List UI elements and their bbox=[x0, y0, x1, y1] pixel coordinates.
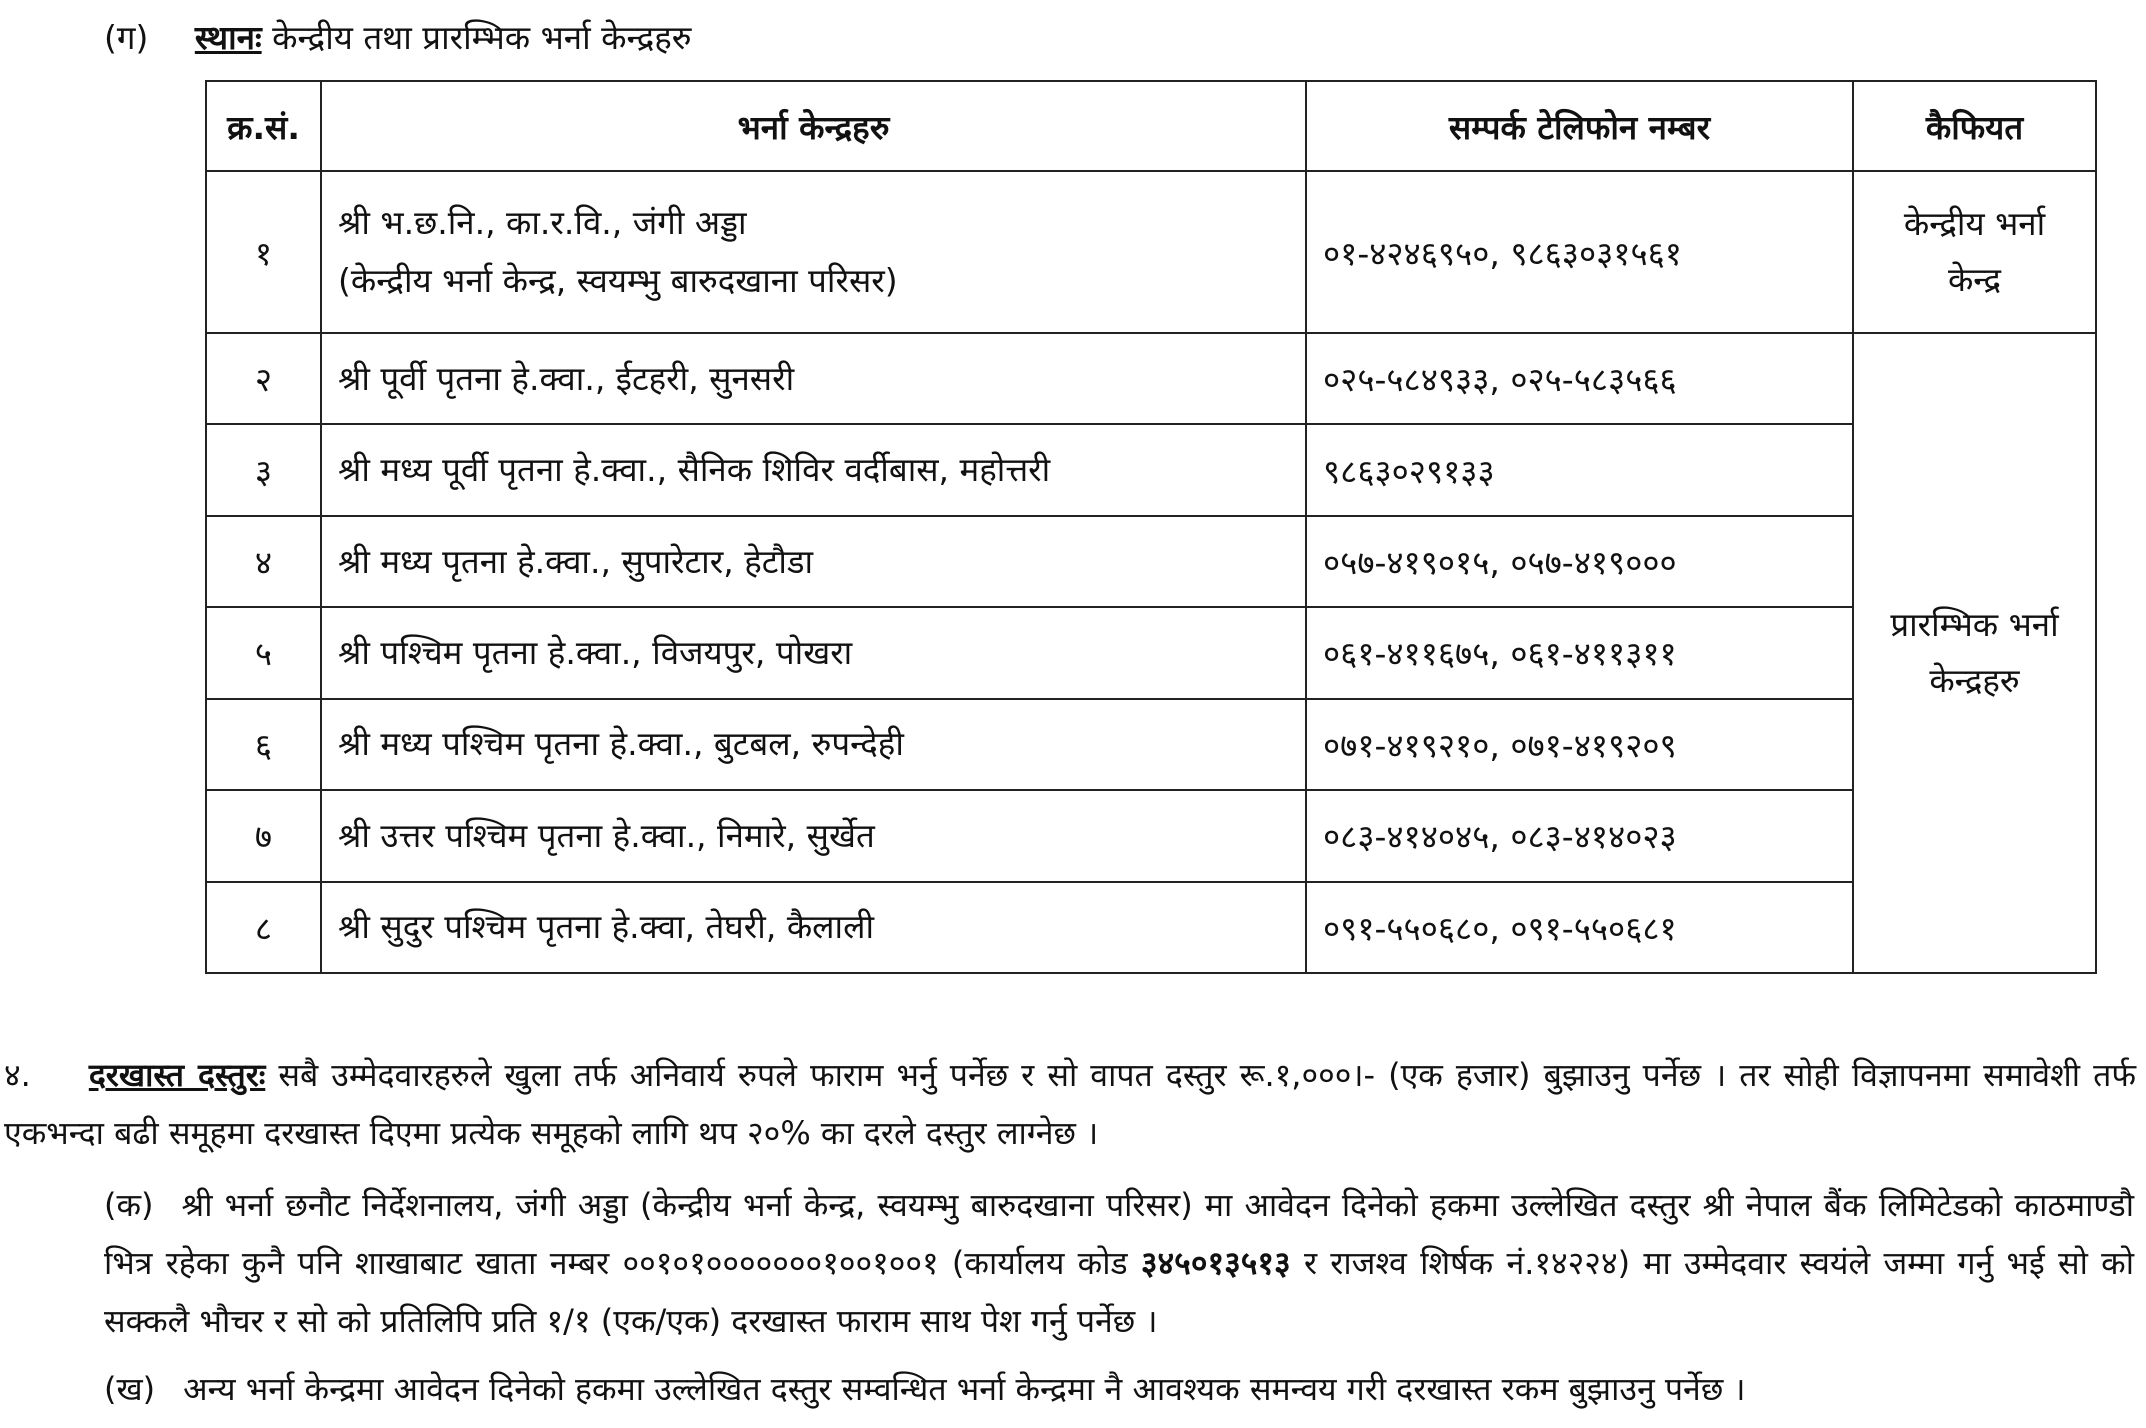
row-center: श्री पूर्वी पृतना हे.क्वा., ईटहरी, सुनसरी bbox=[321, 333, 1306, 424]
header-phone: सम्पर्क टेलिफोन नम्बर bbox=[1306, 81, 1853, 171]
row-center: श्री सुदुर पश्चिम पृतना हे.क्वा, तेघरी, कैलाली bbox=[321, 882, 1306, 973]
section-4-number: ४. bbox=[4, 1056, 31, 1094]
row-serial: ३ bbox=[206, 424, 321, 515]
section-4-text: सबै उम्मेदवारहरुले खुला तर्फ अनिवार्य रुपले फाराम भर्नु पर्नेछ र सो वापत दस्तुर रू.१,०००।- (एक हजार) बुझाउनु पर्नेछ । तर सोही विज्ञापनमा समावेशी तर्फ एकभन्दा बढी समूहमा दरखास्त दिएमा प्रत्येक समूहको लागि थप २०% का दरले दस्तुर लाग्नेछ । bbox=[4, 1056, 2136, 1152]
ka-text-1: श्री भर्ना छनौट निर्देशनालय, जंगी अड्डा (केन्द्रीय भर्ना केन्द्र, स्वयम्भु बारुदखाना परिसर) मा आवेदन दिनेको हकमा उल्लेखित दस्तुर श्री नेपाल बैंक लिमिटेडको काठमाण्डौ भित्र रहेका कुनै पनि शाखाबाट खाता नम्बर ००१०१०००००००१००१००१ (कार्यालय कोड bbox=[104, 1186, 2134, 1282]
remark-initial-line2: केन्द्रहरु bbox=[1929, 661, 2020, 700]
remark-central bbox=[1853, 171, 2096, 333]
table-row bbox=[206, 516, 2096, 607]
row-phone: ०५७-४१९०१५, ०५७-४१९००० bbox=[1306, 516, 1853, 607]
row-serial: ८ bbox=[206, 882, 321, 973]
section-g-heading bbox=[104, 14, 691, 59]
table-row bbox=[206, 790, 2096, 881]
row-center bbox=[321, 171, 1306, 333]
table-header-row bbox=[206, 81, 2096, 171]
remark-central-line2: केन्द्र bbox=[1947, 260, 2002, 299]
kha-mark: (ख) bbox=[104, 1370, 156, 1408]
remark-initial bbox=[1853, 333, 2096, 973]
section-4-paragraph bbox=[4, 1046, 2136, 1162]
ka-text-2: र राजश्व शिर्षक नं.१४२२४) मा उम्मेदवार स्वयंले जम्मा गर्नु भई सो को सक्कलै भौचर र सो को प्रतिलिपि प्रति १/१ (एक/एक) दरखास्त फाराम साथ पेश गर्नु पर्नेछ । bbox=[104, 1244, 2134, 1340]
row-center-name: श्री भ.छ.नि., का.र.वि., जंगी अड्डा bbox=[338, 203, 747, 242]
row-phone: ०२५-५८४९३३, ०२५-५८३५६६ bbox=[1306, 333, 1853, 424]
section-4-kha-paragraph bbox=[104, 1360, 2134, 1418]
header-center: भर्ना केन्द्रहरु bbox=[321, 81, 1306, 171]
table-row bbox=[206, 424, 2096, 515]
row-serial: २ bbox=[206, 333, 321, 424]
kha-text: अन्य भर्ना केन्द्रमा आवेदन दिनेको हकमा उल्लेखित दस्तुर सम्वन्धित भर्ना केन्द्रमा नै आवश्यक समन्वय गरी दरखास्त रकम बुझाउनु पर्नेछ । bbox=[183, 1370, 1746, 1408]
table-row bbox=[206, 699, 2096, 790]
table-row bbox=[206, 333, 2096, 424]
row-phone: ९८६३०२९१३३ bbox=[1306, 424, 1853, 515]
section-4-label: दरखास्त दस्तुरः bbox=[88, 1056, 266, 1094]
row-center: श्री मध्य पूर्वी पृतना हे.क्वा., सैनिक शिविर वर्दीबास, महोत्तरी bbox=[321, 424, 1306, 515]
row-phone: ०१-४२४६९५०, ९८६३०३१५६१ bbox=[1306, 171, 1853, 333]
table-row bbox=[206, 171, 2096, 333]
section-g-text: केन्द्रीय तथा प्रारम्भिक भर्ना केन्द्रहरु bbox=[272, 18, 692, 57]
row-center: श्री मध्य पृतना हे.क्वा., सुपारेटार, हेटौडा bbox=[321, 516, 1306, 607]
ka-office-code: ३४५०१३५१३ bbox=[1140, 1244, 1291, 1282]
row-phone: ०६१-४११६७५, ०६१-४११३११ bbox=[1306, 607, 1853, 698]
ka-mark: (क) bbox=[104, 1186, 154, 1224]
row-center-note: (केन्द्रीय भर्ना केन्द्र, स्वयम्भु बारुदखाना परिसर) bbox=[338, 261, 898, 300]
header-serial: क्र.सं. bbox=[206, 81, 321, 171]
row-phone: ०९१-५५०६८०, ०९१-५५०६८१ bbox=[1306, 882, 1853, 973]
row-serial: १ bbox=[206, 171, 321, 333]
section-g-label: स्थानः bbox=[194, 18, 262, 57]
remark-initial-line1: प्रारम्भिक भर्ना bbox=[1890, 605, 2059, 644]
row-center: श्री उत्तर पश्चिम पृतना हे.क्वा., निमारे, सुर्खेत bbox=[321, 790, 1306, 881]
header-remark: कैफियत bbox=[1853, 81, 2096, 171]
section-4-ka-paragraph bbox=[104, 1176, 2134, 1350]
row-phone: ०७१-४१९२१०, ०७१-४१९२०९ bbox=[1306, 699, 1853, 790]
remark-central-line1: केन्द्रीय भर्ना bbox=[1903, 204, 2046, 243]
table-row bbox=[206, 607, 2096, 698]
recruitment-centers-table bbox=[205, 80, 2097, 974]
row-center: श्री पश्चिम पृतना हे.क्वा., विजयपुर, पोखरा bbox=[321, 607, 1306, 698]
row-serial: ६ bbox=[206, 699, 321, 790]
section-g-mark: (ग) bbox=[104, 18, 149, 57]
table-row bbox=[206, 882, 2096, 973]
row-center: श्री मध्य पश्चिम पृतना हे.क्वा., बुटबल, रुपन्देही bbox=[321, 699, 1306, 790]
row-serial: ४ bbox=[206, 516, 321, 607]
row-serial: ५ bbox=[206, 607, 321, 698]
row-serial: ७ bbox=[206, 790, 321, 881]
row-phone: ०८३-४१४०४५, ०८३-४१४०२३ bbox=[1306, 790, 1853, 881]
